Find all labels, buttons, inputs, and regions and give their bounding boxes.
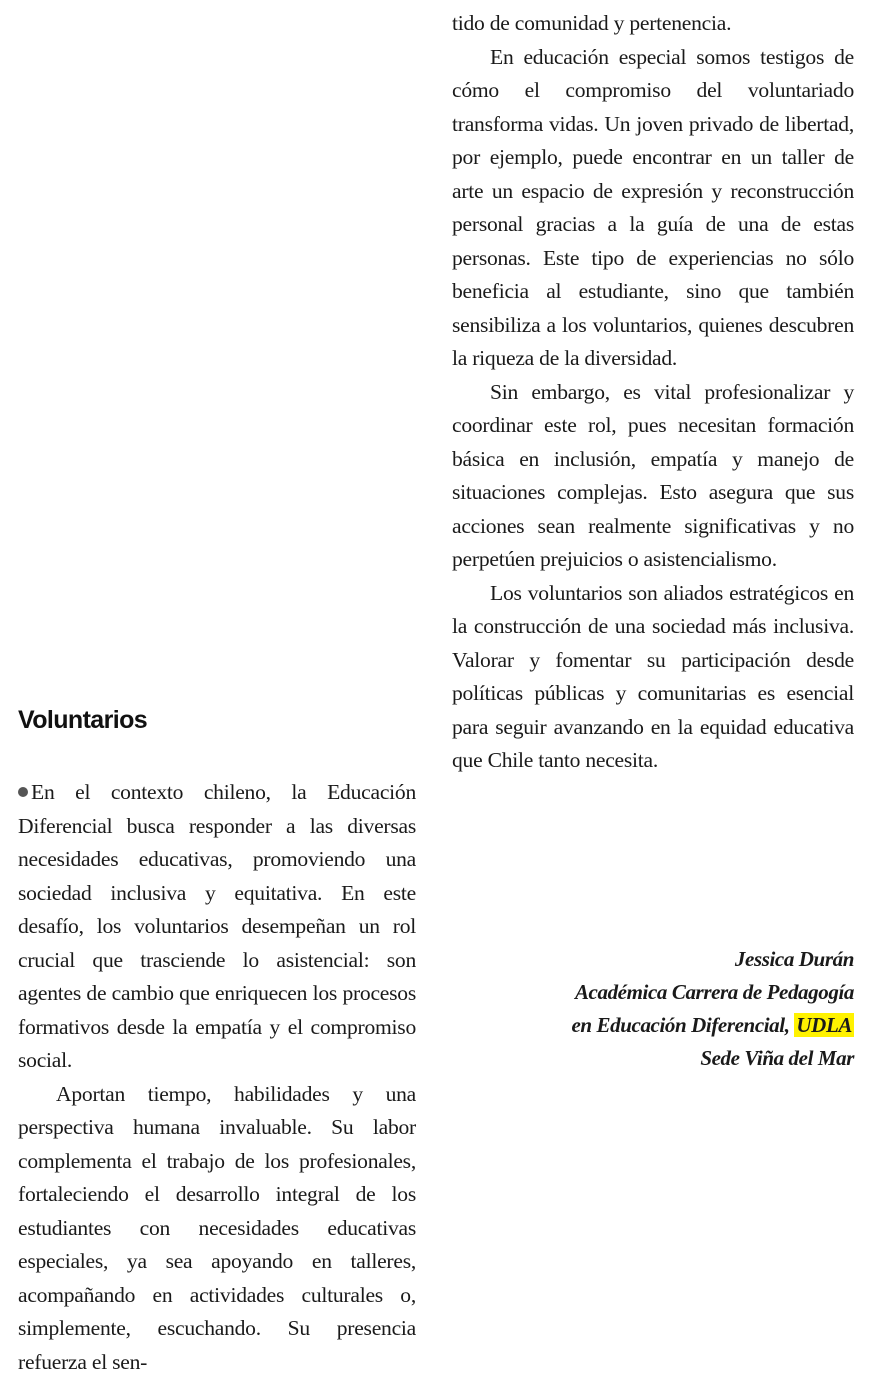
author-campus: Sede Viña del Mar xyxy=(700,1046,854,1070)
author-signature xyxy=(452,943,854,1075)
paragraph-continuation: tido de comunidad y pertenencia. xyxy=(452,11,732,35)
paragraph-volunteer-contribution: Aportan tiempo, habilidades y una perspectiva humana invaluable. Su labor complementa el trabajo de los profesionales, fortaleciendo el desarrollo integral de los estudiantes con necesidades educativas especiales, ya sea apoyando en talleres, acompañando en actividades culturales o, simplemente, escuchando. Su presencia refuerza el sen- xyxy=(18,1081,416,1374)
author-program-text: en Educación Diferencial, xyxy=(571,1013,795,1037)
paragraph-special-education: En educación especial somos testigos de cómo el compromiso del voluntariado transforma vidas. Un joven privado de libertad, por ejemplo, puede encontrar en un taller de arte un espacio de expresión y reconstrucción personal gracias a la guía de una de estas personas. Este tipo de experiencias no sólo beneficia al estudiante, sino que también sensibiliza a los voluntarios, quienes descubren la riqueza de la diversidad. xyxy=(452,44,854,370)
paragraph-professionalize: Sin embargo, es vital profesionalizar y coordinar este rol, pues necesitan formación básica en inclusión, empatía y manejo de situaciones complejas. Esto asegura que sus acciones sean realmente significativas y no perpetúen prejuicios o asistencialismo. xyxy=(452,379,854,571)
author-program xyxy=(452,1009,854,1042)
author-role: Académica Carrera de Pedagogía xyxy=(574,980,854,1004)
section-heading: Voluntarios xyxy=(18,706,148,734)
paragraph-intro xyxy=(18,776,416,1078)
paragraph-intro-text: En el contexto chileno, la Educación Diferencial busca responder a las diversas necesidades educativas, promoviendo una sociedad inclusiva y equitativa. En este desafío, los voluntarios desempeñan un rol crucial que trasciende lo asistencial: son agentes de cambio que enriquecen los procesos formativos desde la empatía y el compromiso social. xyxy=(18,780,416,1072)
paragraph-conclusion: Los voluntarios son aliados estratégicos en la construcción de una sociedad más inclusiva. Valorar y fomentar su participación desde políticas públicas y comunitarias es esencial para seguir avanzando en la equidad educativa que Chile tanto necesita. xyxy=(452,580,854,772)
left-column xyxy=(18,776,416,1379)
author-name: Jessica Durán xyxy=(734,947,854,971)
right-column xyxy=(452,7,854,778)
institution-highlight: UDLA xyxy=(796,1013,852,1037)
bullet-icon xyxy=(18,787,28,797)
